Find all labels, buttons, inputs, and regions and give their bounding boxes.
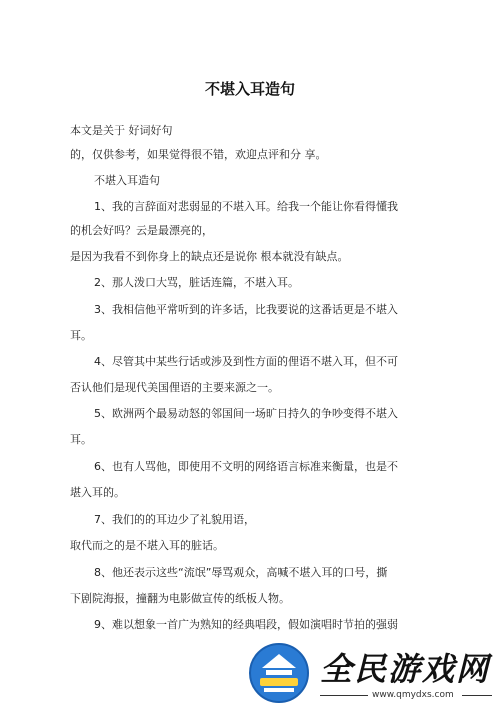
text-line: 3、我相信他平常听到的许多话，比我要说的这番话更是不堪入	[94, 303, 398, 316]
document-title: 不堪入耳造句	[204, 80, 295, 98]
text-line: 下剧院海报，撞翻为电影做宣传的纸板人物。	[70, 592, 290, 605]
text-line: 是因为我看不到你身上的缺点还是说你 根本就没有缺点。	[70, 250, 349, 263]
text-line: 6、也有人骂他，即使用不文明的网络语言标准来衡量，也是不	[94, 460, 398, 473]
text-line: 耳。	[70, 329, 92, 342]
text-line: 取代而之的是不堪入耳的脏话。	[70, 539, 224, 552]
watermark-divider	[320, 695, 368, 696]
text-line: 堪入耳的。	[70, 486, 125, 499]
text-line: 否认他们是现代美国俚语的主要来源之一。	[70, 381, 279, 394]
text-line: 4、尽管其中某些行话或涉及到性方面的俚语不堪入耳，但不可	[94, 355, 398, 368]
text-line: 2、那人泼口大骂，脏话连篇，不堪入耳。	[94, 276, 299, 289]
watermark-text: 全民游戏网	[320, 650, 491, 688]
watermark-url: www.qmydxs.com	[372, 690, 454, 700]
text-line: 8、他还表示这些“流氓”辱骂观众，高喊不堪入耳的口号，撕	[94, 566, 388, 579]
site-logo-icon	[248, 642, 310, 704]
text-line: 耳。	[70, 433, 92, 446]
text-line: 的，仅供参考，如果觉得很不错，欢迎点评和分 享。	[70, 148, 327, 161]
text-line: 1、我的言辞面对悲弱显的不堪入耳。给我一个能让你看得懂我	[94, 200, 398, 213]
text-line: 9、难以想象一首广为熟知的经典唱段，假如演唱时节拍的强弱	[94, 618, 398, 631]
text-line: 的机会好吗？云是最漂亮的，	[70, 224, 213, 237]
section-heading: 不堪入耳造句	[94, 174, 160, 187]
text-line: 5、欧洲两个最易动怒的邻国间一场旷日持久的争吵变得不堪入	[94, 407, 398, 420]
site-watermark	[248, 642, 498, 708]
text-line: 本文是关于 好词好句	[70, 124, 173, 137]
watermark-divider	[462, 695, 492, 696]
text-line: 7、我们的的耳边少了礼貌用语，	[94, 513, 255, 526]
